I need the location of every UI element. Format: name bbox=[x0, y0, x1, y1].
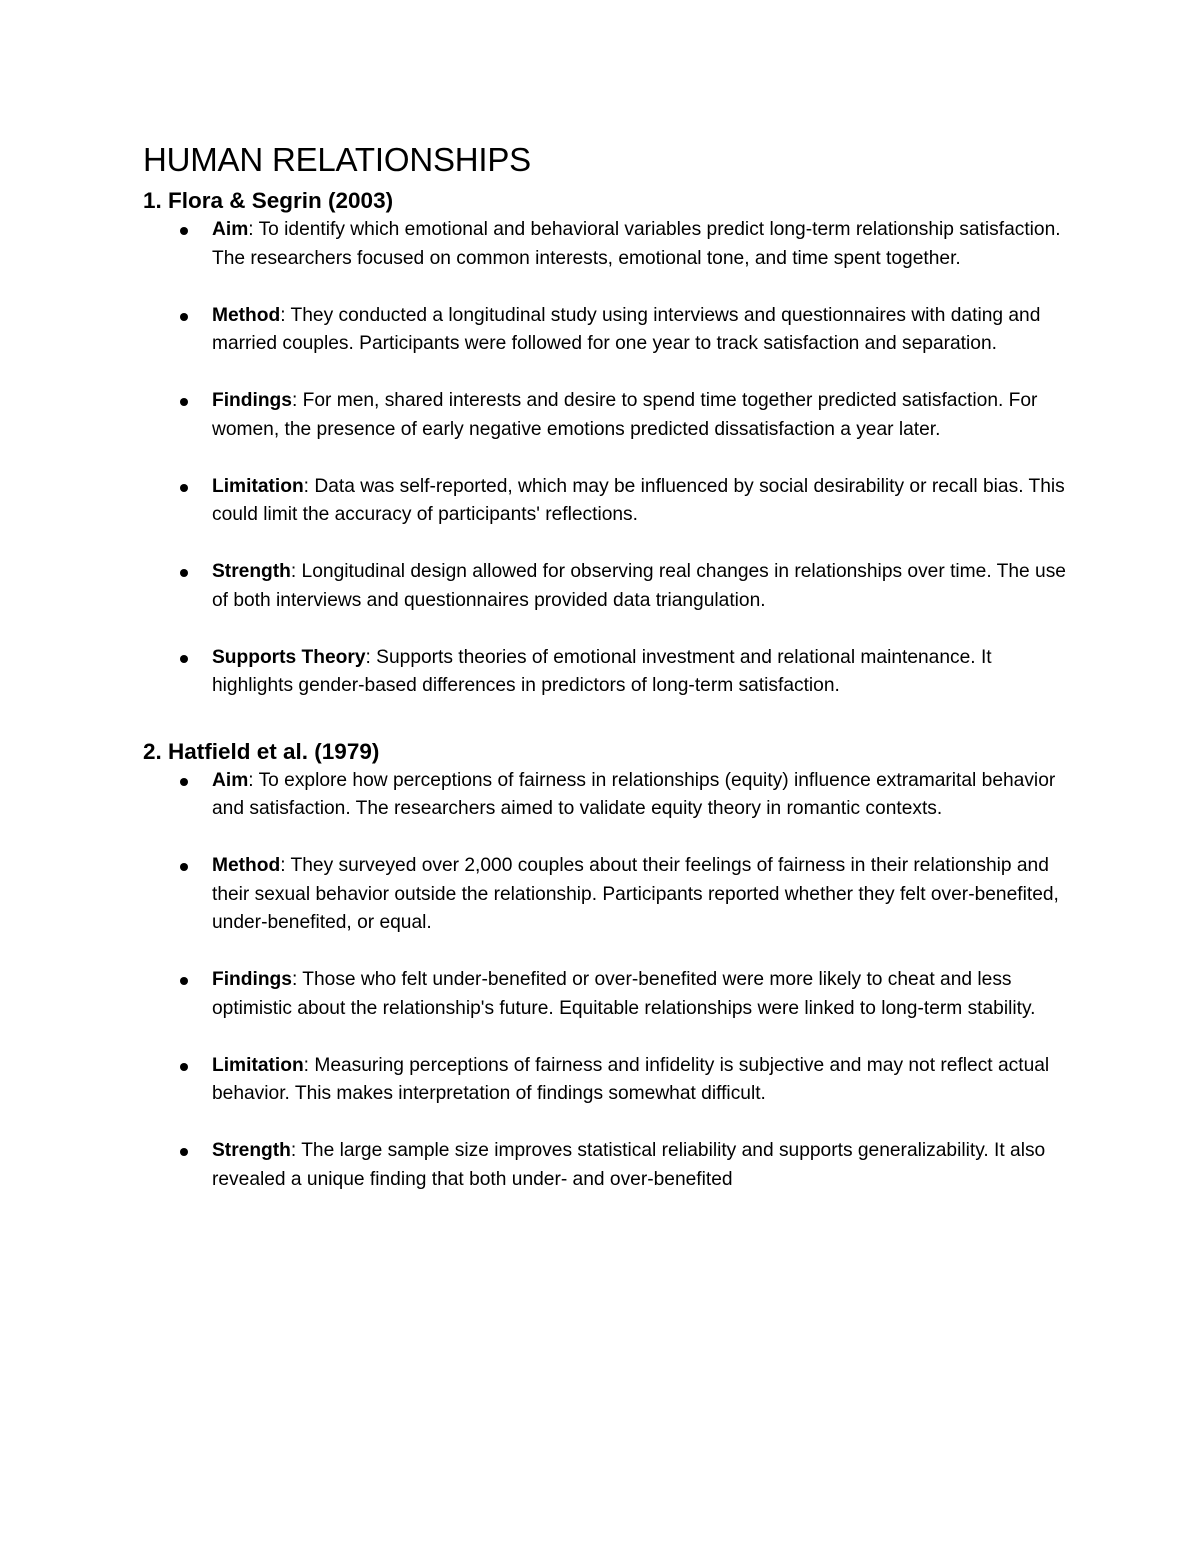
list-item-limitation bbox=[143, 473, 1068, 530]
list-item-findings bbox=[143, 387, 1068, 444]
bullet-icon bbox=[180, 1148, 188, 1156]
point-label: Findings bbox=[212, 390, 292, 411]
point-text: : The large sample size improves statistical reliability and supports generalizability. It also revealed a unique finding that both under- and over-benefited bbox=[212, 1140, 1046, 1190]
bullet-icon bbox=[180, 569, 188, 577]
bullet-icon bbox=[180, 778, 188, 786]
bullet-icon bbox=[180, 655, 188, 663]
point-text: : Those who felt under-benefited or over-benefited were more likely to cheat and less optimistic about the relationship's future. Equitable relationships were linked to long-term stability. bbox=[212, 969, 1036, 1019]
point-text: : For men, shared interests and desire to spend time together predicted satisfaction. For women, the presence of early negative emotions predicted dissatisfaction a year later. bbox=[212, 390, 1038, 440]
document-title: HUMAN RELATIONSHIPS bbox=[143, 141, 531, 178]
point-text: : They conducted a longitudinal study using interviews and questionnaires with dating and married couples. Participants were followed for one year to track satisfaction and separation. bbox=[212, 304, 1041, 354]
list-item-strength bbox=[143, 558, 1068, 615]
point-text: : To identify which emotional and behavioral variables predict long-term relationship satisfaction. The researchers focused on common interests, emotional tone, and time spent together. bbox=[212, 219, 1061, 269]
point-text: : Data was self-reported, which may be influenced by social desirability or recall bias. This could limit the accuracy of participants' reflections. bbox=[212, 475, 1065, 525]
bullet-icon bbox=[180, 227, 188, 235]
point-label: Strength bbox=[212, 561, 291, 582]
section-2-list bbox=[143, 767, 1068, 1195]
point-text: : Supports theories of emotional investment and relational maintenance. It highlights gender-based differences in predictors of long-term satisfaction. bbox=[212, 646, 992, 696]
list-item-method bbox=[143, 852, 1068, 938]
document-page bbox=[143, 140, 1068, 1194]
bullet-icon bbox=[180, 863, 188, 871]
point-label: Limitation bbox=[212, 1054, 304, 1076]
list-item-supports-theory bbox=[143, 644, 1068, 701]
point-label: Limitation bbox=[212, 475, 304, 497]
point-text: : Longitudinal design allowed for observing real changes in relationships over time. The use of both interviews and questionnaires provided data triangulation. bbox=[212, 561, 1066, 611]
bullet-icon bbox=[180, 977, 188, 985]
point-label: Aim bbox=[212, 769, 249, 791]
list-item-aim bbox=[143, 216, 1068, 273]
list-item-strength bbox=[143, 1137, 1068, 1194]
point-label: Findings bbox=[212, 969, 292, 990]
point-label: Method bbox=[212, 855, 281, 876]
section-heading-hatfield: 2. Hatfield et al. (1979) bbox=[143, 738, 380, 764]
point-label: Aim bbox=[212, 219, 249, 240]
list-item-limitation bbox=[143, 1052, 1068, 1109]
section-1-list bbox=[143, 216, 1068, 701]
list-item-findings bbox=[143, 966, 1068, 1023]
section-heading-flora-segrin: 1. Flora & Segrin (2003) bbox=[143, 188, 394, 213]
list-item-aim bbox=[143, 767, 1068, 824]
bullet-icon bbox=[180, 398, 188, 406]
list-item-method bbox=[143, 302, 1068, 359]
bullet-icon bbox=[180, 1063, 188, 1071]
point-label: Strength bbox=[212, 1140, 291, 1161]
point-text: : Measuring perceptions of fairness and infidelity is subjective and may not reflect actual behavior. This makes interpretation of findings somewhat difficult. bbox=[212, 1054, 1050, 1104]
bullet-icon bbox=[180, 484, 188, 492]
point-label: Method bbox=[212, 304, 281, 326]
bullet-icon bbox=[180, 313, 188, 321]
point-text: : To explore how perceptions of fairness in relationships (equity) influence extramarital behavior and satisfaction. The researchers aimed to validate equity theory in romantic contexts. bbox=[212, 769, 1056, 819]
point-text: : They surveyed over 2,000 couples about their feelings of fairness in their relationship and their sexual behavior outside the relationship. Participants reported whether they felt over-benefited, under-benefited, or equal. bbox=[212, 855, 1059, 933]
point-label: Supports Theory bbox=[212, 646, 366, 668]
